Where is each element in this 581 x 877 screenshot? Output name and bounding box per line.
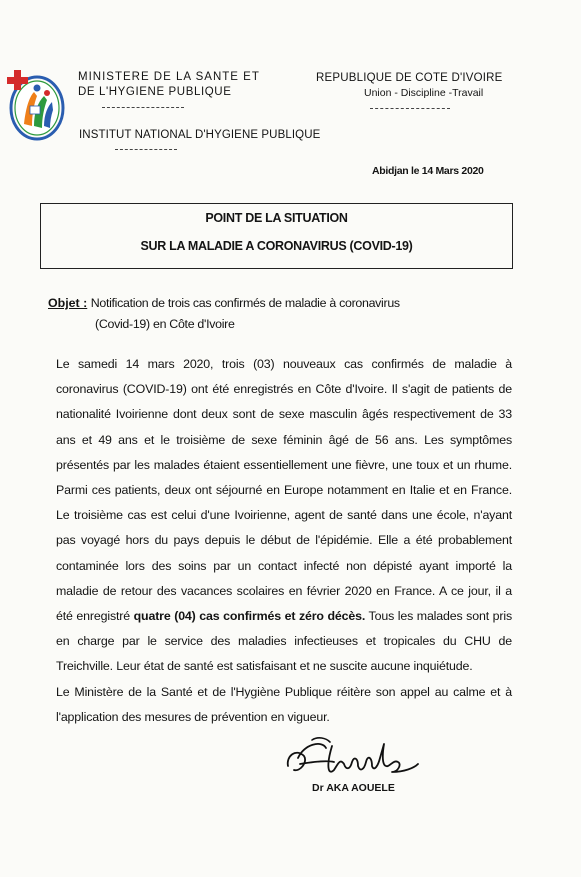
subject-text-line2: (Covid-19) en Côte d'Ivoire <box>95 317 235 331</box>
body-text <box>56 352 512 730</box>
ministry-line1: MINISTERE DE LA SANTE ET <box>78 71 260 83</box>
republic-name: REPUBLIQUE DE COTE D'IVOIRE <box>316 72 503 84</box>
institute-underline <box>115 149 177 150</box>
document-date: Abidjan le 14 Mars 2020 <box>372 165 484 177</box>
body-paragraph-1-text-a: Le samedi 14 mars 2020, trois (03) nouveaux cas confirmés de maladie à coronavirus (COVID-19) ont été enregistrés en Côte d'Ivoire. Il s'agit de patients de nationalité Ivoirienne dont deux sont de sexe masculin âgés respectivement de 33 ans et 49 ans et le troisième de sexe féminin âgé de 56 ans. Les symptômes présentés par les malades étaient essentiellement une fièvre, une toux et un rhume. Parmi ces patients, deux ont séjourné en Europe notamment en Italie et en France. Le troisième cas est celui d'une Ivoirienne, agent de santé dans une école, n'ayant pas voyagé hors du pays depuis le début de l'épidémie. Elle a été probablement contaminée lors des soins par un contact infecté non dépisté ayant importé la maladie de retour des vacances scolaires en février 2020 en France. A ce jour, il a été enregistré <box>56 357 512 624</box>
subject-block <box>48 293 518 335</box>
republic-motto: Union - Discipline -Travail <box>364 87 484 99</box>
ministry-line2: DE L'HYGIENE PUBLIQUE <box>78 86 232 98</box>
body-paragraph-1 <box>56 352 512 680</box>
republic-underline <box>370 108 450 109</box>
signatory-name: Dr AKA AOUELE <box>312 782 395 794</box>
handwritten-signature <box>282 736 422 786</box>
title-line2: SUR LA MALADIE A CORONAVIRUS (COVID-19) <box>140 239 413 253</box>
ministry-name <box>78 70 288 100</box>
body-paragraph-1-text-b: Tous les malades sont pris en charge par le service des maladies infectieuses et tropicales du CHU de Treichville. Leur état de santé est satisfaisant et ne suscite aucune inquiétude. <box>56 609 512 674</box>
subject-label: Objet : <box>48 296 88 310</box>
ministry-underline <box>102 107 184 108</box>
institute-name: INSTITUT NATIONAL D'HYGIENE PUBLIQUE <box>79 129 321 141</box>
subject-text-line1: Notification de trois cas confirmés de maladie à coronavirus <box>90 296 400 310</box>
case-count-highlight: quatre (04) cas confirmés et zéro décès. <box>133 609 366 624</box>
title-line1: POINT DE LA SITUATION <box>205 211 348 225</box>
ministry-logo <box>4 66 66 144</box>
title-box <box>40 203 513 269</box>
body-paragraph-2: Le Ministère de la Santé et de l'Hygiène Publique réitère son appel au calme et à l'application des mesures de prévention en vigueur. <box>56 684 512 724</box>
